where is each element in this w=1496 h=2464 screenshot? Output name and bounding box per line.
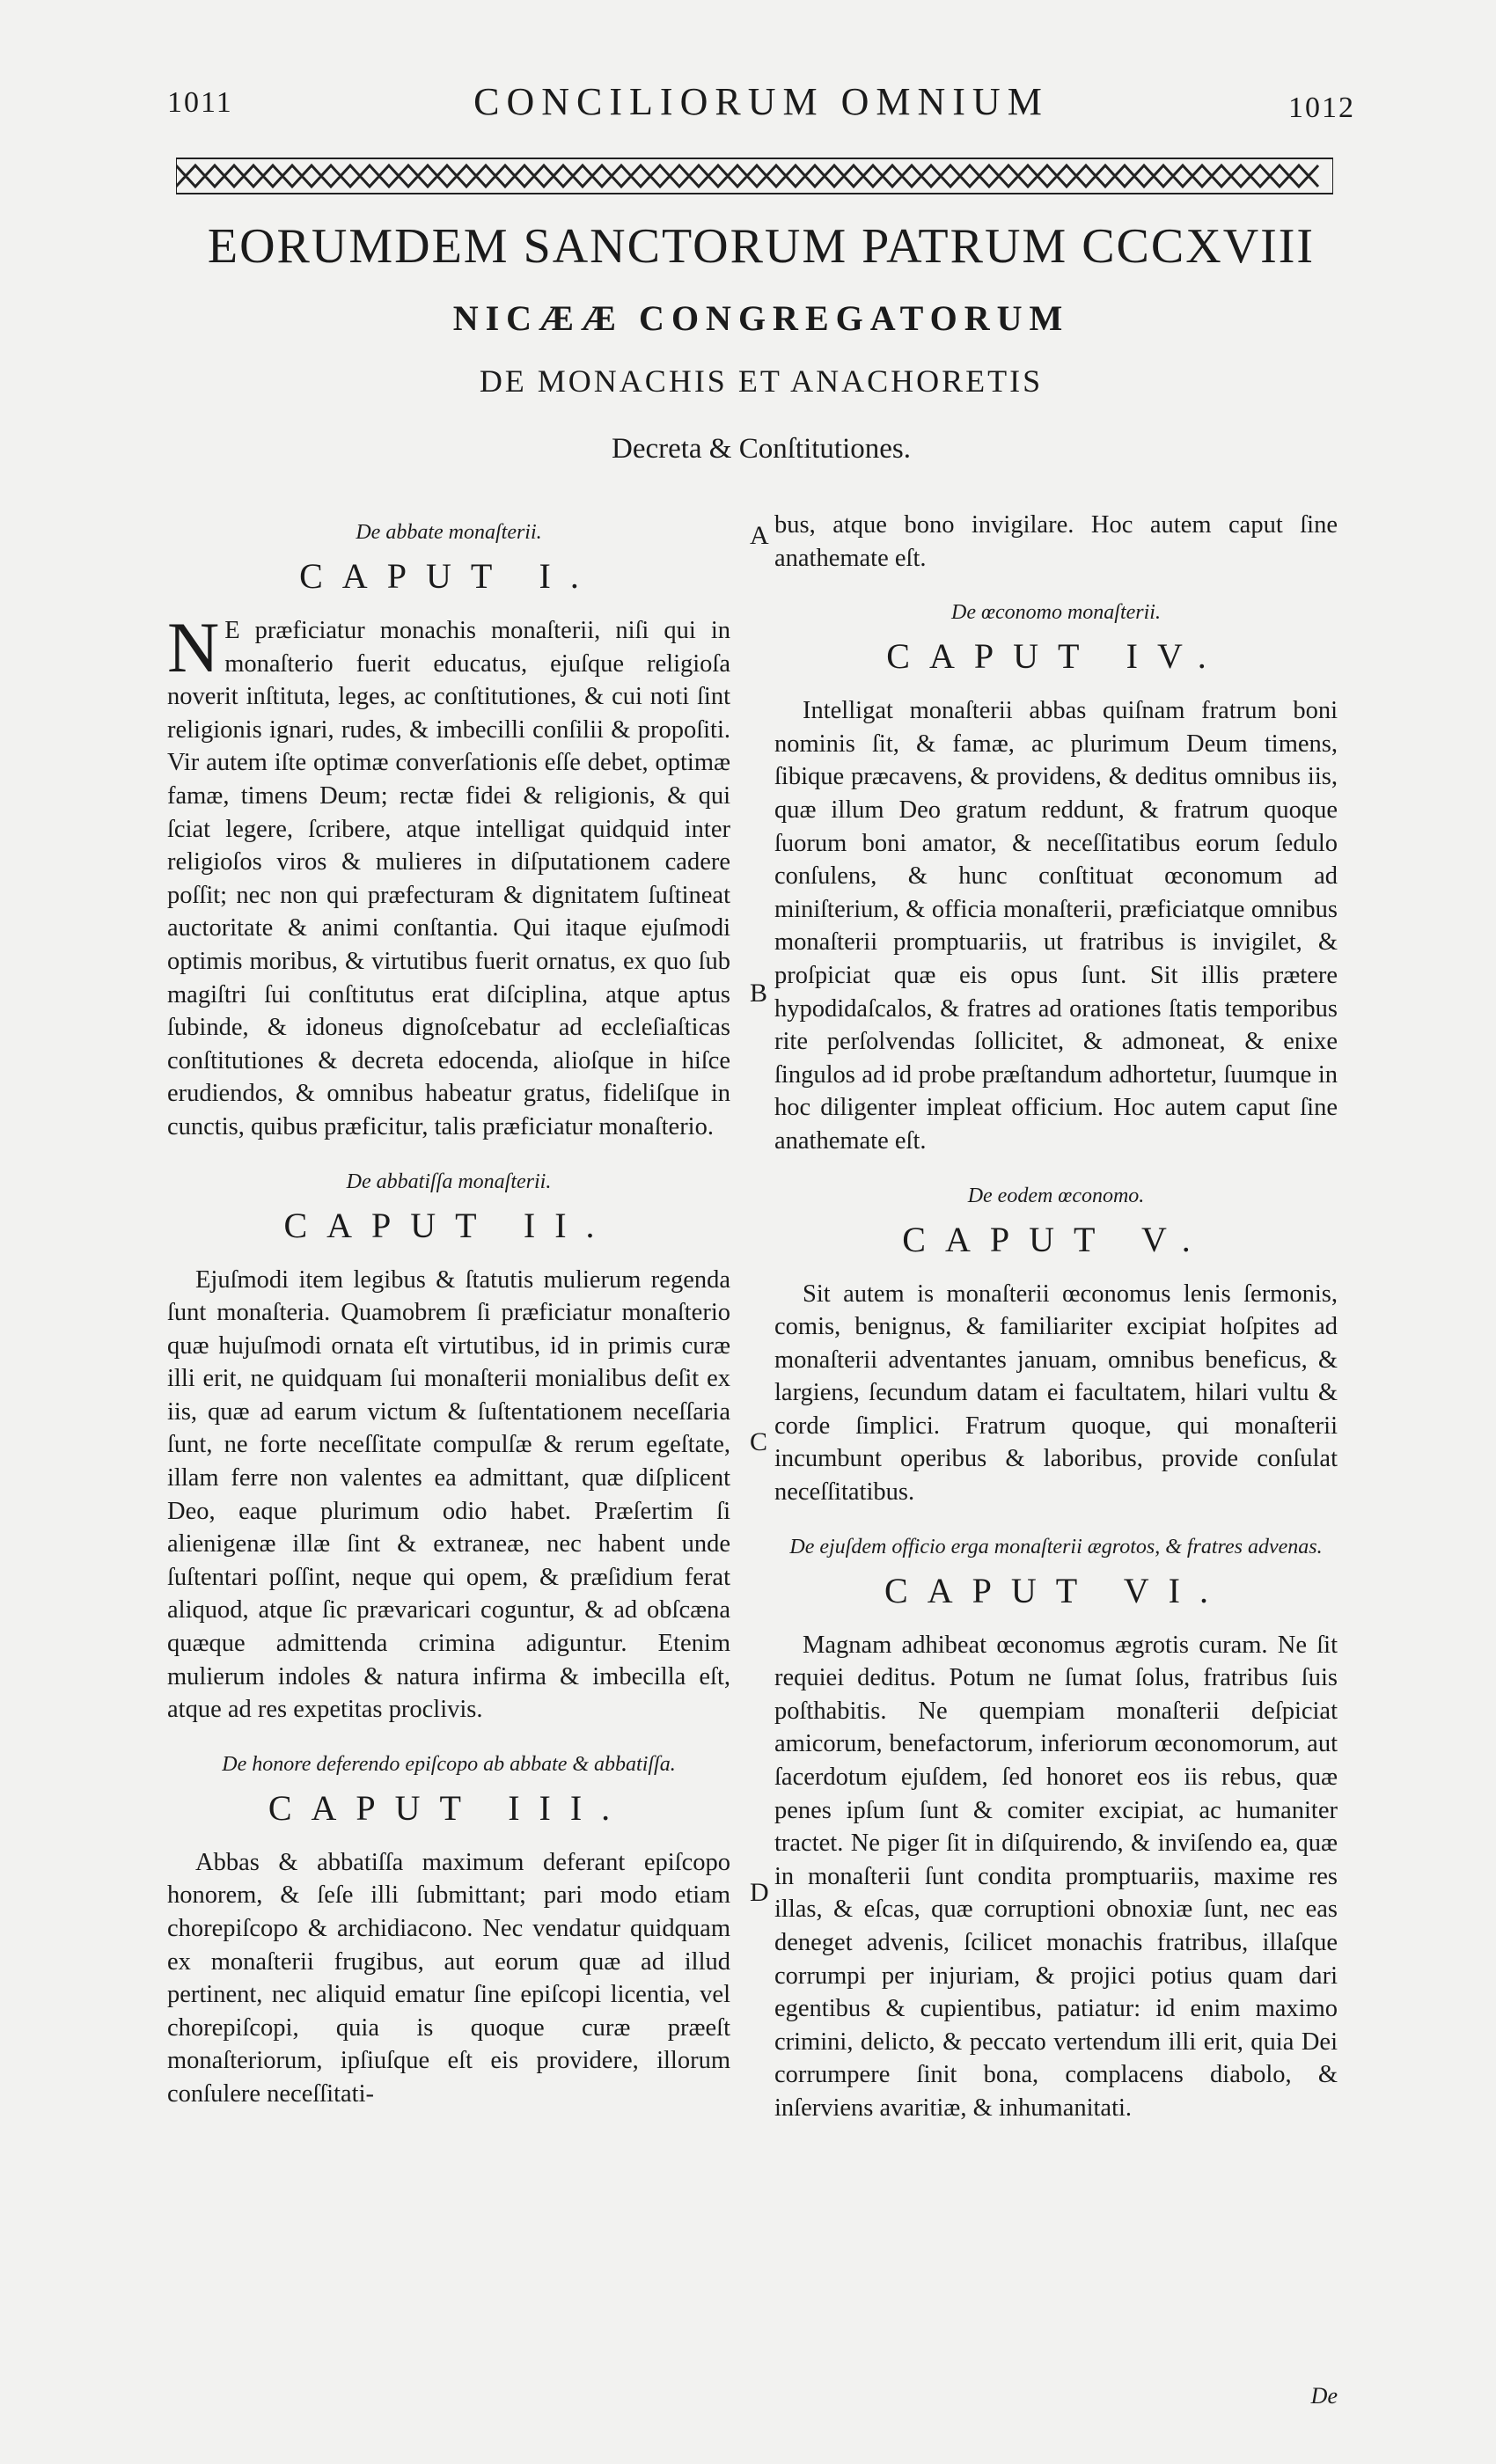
subtitle-monachis: DE MONACHIS ET ANACHORETIS bbox=[479, 363, 1044, 399]
section-heading: De abbatiſſa monaſterii. bbox=[346, 1170, 552, 1193]
catchword: De bbox=[1310, 2383, 1338, 2409]
chapter-text: Intelligat monaſterii abbas quiſnam fratrum boni nominis ſit, & famæ, ac plurimum Deum timens, ſibique præcavens, & providens, & deditus omnibus iis, quæ illum Deo gratum reddunt, & fratrum quoque ſuorum boni amator, & neceſſitatibus eorum ſedulo conſulens, & hunc conſtituat œconomum ad miniſterium, & officia monaſterii, præficiatque omnibus monaſterii promptuariis, ut fratribus is invigilet, & proſpiciat quæ eis opus ſunt. Sit illis prætere hypodidaſcalos, & fratres ad orationes ſtatis temporibus rite perſolvendas ſollicitet, & admoneat, & enixe ſingulos ad id probe præſtandum adhortetur, ſuumque in hoc diligenter impleat officium. Hoc autem caput ſine anathemate eſt. bbox=[774, 697, 1338, 1155]
margin-marker-a: A bbox=[750, 521, 769, 550]
section-heading: De eodem œconomo. bbox=[967, 1184, 1145, 1207]
chapter-text-body: E præficiatur monachis monaſterii, niſi qui in monaſterio fuerit educatus, ejuſque religioſa noverit inſtituta, leges, ac conſtitutiones, & cui noti ſint religionis ignari, rudes, & imbecilli conſilii & propoſiti. Vir autem iſte optimæ converſationis eſſe debet, optimæ famæ, timens Deum; rectæ fidei & religionis, & qui ſciat legere, ſcribere, atque intelligat quidquid inter religioſos viros & mulieres in diſputationem cadere poſſit; nec non qui præfecturam & dignitatem ſuſtineat auctoritate & animi conſtantia. Qui itaque ejuſmodi optimis moribus, & virtutibus fuerit ornatus, ex quo ſub magiſtri ſui conſtitutus erat diſciplina, atque aptus ſubinde, & idoneus dignoſcebatur ad eccleſiaſticas conſtitutiones & decreta edocenda, alioſque in hiſce erudiendos, & omnibus habeatur gratus, fideliſque in cunctis, quibus præficitur, talis præficiatur monaſterio. bbox=[167, 617, 730, 1140]
chapter-heading: CAPUT IV. bbox=[886, 636, 1226, 677]
page-header bbox=[167, 72, 1355, 125]
page-number-right: 1012 bbox=[1288, 92, 1355, 124]
chapter-text: Sit autem is monaſterii œconomus lenis ſermonis, comis, benignus, & familiariter excipiat hoſpites ad monaſterii adventantes januam, omnibus beneficus, & largiens, ſecundum datam ei facultatem, hilari vultu & corde ſimplici. Fratrum quoque, qui monaſterii incumbunt operibus & laboribus, provide conſulat neceſſitatibus. bbox=[774, 1280, 1338, 1507]
section-heading: De œconomo monaſterii. bbox=[951, 601, 1161, 625]
chapter-heading: CAPUT I. bbox=[299, 556, 598, 596]
chapter-heading: CAPUT III. bbox=[268, 1787, 630, 1828]
chapter-text: Ejuſmodi item legibus & ſtatutis mulierum regenda ſunt monaſteria. Quamobrem ſi præficiatur monaſterio quæ hujuſmodi ornata eſt virtutibus, id in primis curæ illi erit, ne quidquam ſui monaſterii monialibus deſit ex iis, quæ ad earum victum & ſuſtentationem neceſſaria ſunt, ne forte neceſſitate compulſæ & rerum egeſtate, illam ferre non valentes ea admittant, quæ diſplicent Deo, eaque plurimum odio habet. Præſertim ſi alienigenæ illæ ſint & extraneæ, nec habent unde ſuſtentari poſſint, neque qui opem, & præſidium ferat aliquod, atque ſic prævaricari coguntur, & ad obſcæna quæque admittenda crimina adiguntur. Etenim mulierum indoles & natura infirma & imbecilla eſt, atque ad res expetitas proclivis. bbox=[167, 1265, 730, 1724]
right-column bbox=[774, 509, 1338, 2409]
margin-marker-d: D bbox=[750, 1878, 769, 1907]
chapter-heading: CAPUT V. bbox=[902, 1219, 1210, 1259]
subtitle-decreta: Decreta & Conſtitutiones. bbox=[611, 433, 911, 465]
subtitle-congregatorum: NICÆÆ CONGREGATORUM bbox=[452, 298, 1070, 338]
section-heading: De ejuſdem officio erga monaſterii ægrotos, & fratres advenas. bbox=[789, 1535, 1323, 1558]
section-heading: De honore deferendo epiſcopo ab abbate & abbatiſſa. bbox=[222, 1752, 676, 1776]
main-title: EORUMDEM SANCTORUM PATRUM CCCXVIII bbox=[207, 219, 1316, 274]
page-number-left: 1011 bbox=[167, 86, 233, 119]
margin-marker-b: B bbox=[750, 979, 768, 1008]
left-column bbox=[167, 509, 730, 2409]
drop-cap: N bbox=[167, 607, 220, 687]
decorative-border-ornament bbox=[176, 157, 1333, 195]
margin-marker-c: C bbox=[750, 1427, 768, 1456]
chapter-text-continued: bus, atque bono invigilare. Hoc autem caput ſine anathemate eſt. bbox=[774, 511, 1338, 572]
chapter-heading: CAPUT VI. bbox=[884, 1570, 1228, 1610]
chapter-text: Abbas & abbatiſſa maximum deferant epiſcopo honorem, & ſeſe illi ſubmittant; pari modo etiam chorepiſcopo & archidiacono. Nec vendatur quidquam ex monaſterii frugibus, aut eorum quæ ad illud pertinent, nec aliquid ematur ſine epiſcopi licentia, vel chorepiſcopi, quia is quoque curæ præeſt monaſteriorum, ipſiuſque eſt eis providere, illorum conſulere neceſſitati- bbox=[167, 1848, 730, 2108]
section-heading: De abbate monaſterii. bbox=[356, 521, 542, 544]
chapter-text bbox=[167, 607, 730, 1144]
chapter-text: Magnam adhibeat œconomus ægrotis curam. Ne ſit requiei deditus. Potum ne ſumat ſolus, fratribus ſuis poſthabitis. Ne quempiam monaſterii deſpiciat amicorum, benefactorum, inferiorum œconomorum, aut ſacerdotum ejuſdem, ſed honoret eos iis rebus, quæ penes ipſum ſunt & comiter excipiat, ac humaniter tractet. Ne piger ſit in diſquirendo, & inviſendo ea, quæ in monaſterii ſunt condita promptuariis, maxime res illas, & eſcas, quæ corruptioni obnoxiæ ſunt, nec eas deneget advenis, ſcilicet monachis fratribus, illaſque corrumpi per injuriam, & projici potius quam dari egentibus & cupientibus, patiatur: id enim maximo crimini, delicto, & peccato vertendum illi erit, quia Dei corrumpere ſinit bona, complacens diabolo, & inſerviens avaritiæ, & inhumanitati. bbox=[774, 1631, 1338, 2122]
running-title: CONCILIORUM OMNIUM bbox=[473, 80, 1049, 123]
chapter-heading: CAPUT II. bbox=[283, 1205, 614, 1245]
